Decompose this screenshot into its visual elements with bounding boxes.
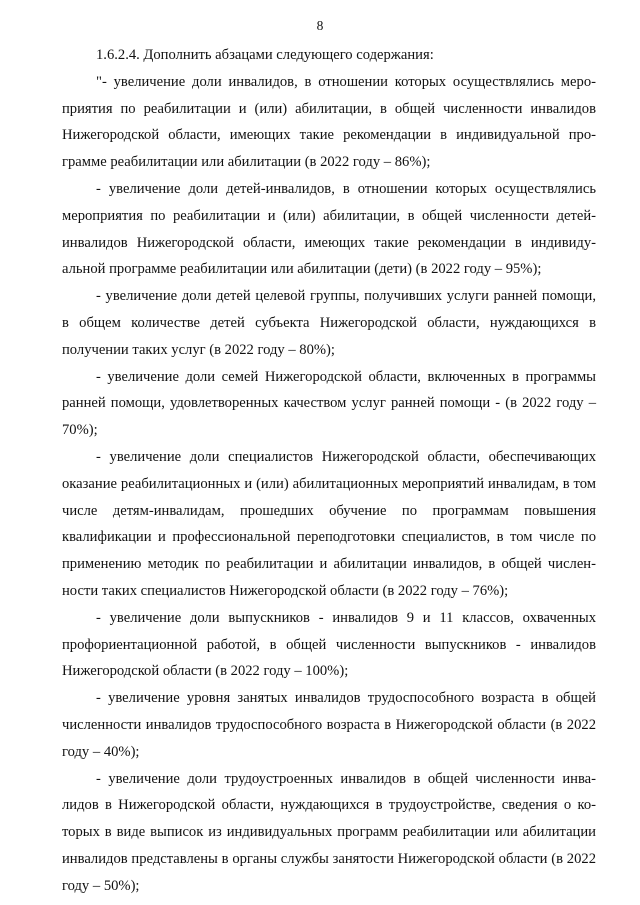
- paragraph-early-help-families: - увеличение доли семей Нижегородской области, включенных в программы ранней помощи, удовлетворенных качеством услуг ранней помощи - (в 2022 году – 70%);: [62, 368, 596, 439]
- section-heading: 1.6.2.4. Дополнить абзацами следующего содержания:: [96, 47, 434, 63]
- paragraph-disabled-rehab-share: "- увеличение доли инвалидов, в отношении которых осуществлялись мероприятия по реабилитации и (или) абилитации, в общей численности инвалидов Нижегородской области, имеющих такие рекомендации в индивидуальной программе реабилитации или абилитации (в 2022 году – 86%);: [62, 73, 596, 171]
- paragraph-early-help-children: - увеличение доли детей целевой группы, получивших услуги ранней помощи, в общем количестве детей субъекта Нижегородской области, нуждающихся в получении таких услуг (в 2022 году – 80%);: [62, 288, 596, 358]
- paragraph-employed-needing-work: - увеличение доли трудоустроенных инвалидов в общей численности инвалидов в Нижегородской области, нуждающихся в трудоустройстве, сведения о которых в виде выписок из индивидуальных программ реабилитации или абилитации инвалидов представлены в органы службы занятости Нижегородской области (в 2022 году – 50%);: [62, 770, 596, 894]
- paragraph-graduates-career-guidance: - увеличение доли выпускников - инвалидов 9 и 11 классов, охваченных профориентационной работой, в общей численности выпускников - инвалидов Нижегородской области (в 2022 году – 100%);: [62, 609, 596, 680]
- paragraph-trained-specialists: - увеличение доли специалистов Нижегородской области, обеспечивающих оказание реабилитационных и (или) абилитационных мероприятий инвалидам, в том числе детям-инвалидам, прошедших обучение по программам повышения квалификации и профессиональной переподготовки специалистов, в том числе по применению методик по реабилитации и абилитации инвалидов, в общей численности таких специалистов Нижегородской области (в 2022 году – 76%);: [62, 448, 596, 599]
- paragraph-employed-working-age: - увеличение уровня занятых инвалидов трудоспособного возраста в общей численности инвалидов трудоспособного возраста в Нижегородской области (в 2022 году – 40%);: [62, 690, 596, 760]
- paragraph-children-rehab-share: - увеличение доли детей-инвалидов, в отношении которых осуществлялись мероприятия по реабилитации и (или) абилитации, в общей численности детей-инвалидов Нижегородской области, имеющих такие рекомендации в индивидуальной программе реабилитации или абилитации (дети) (в 2022 году – 95%);: [62, 180, 596, 278]
- document-body: [62, 42, 596, 900]
- page-number: 8: [316, 18, 324, 33]
